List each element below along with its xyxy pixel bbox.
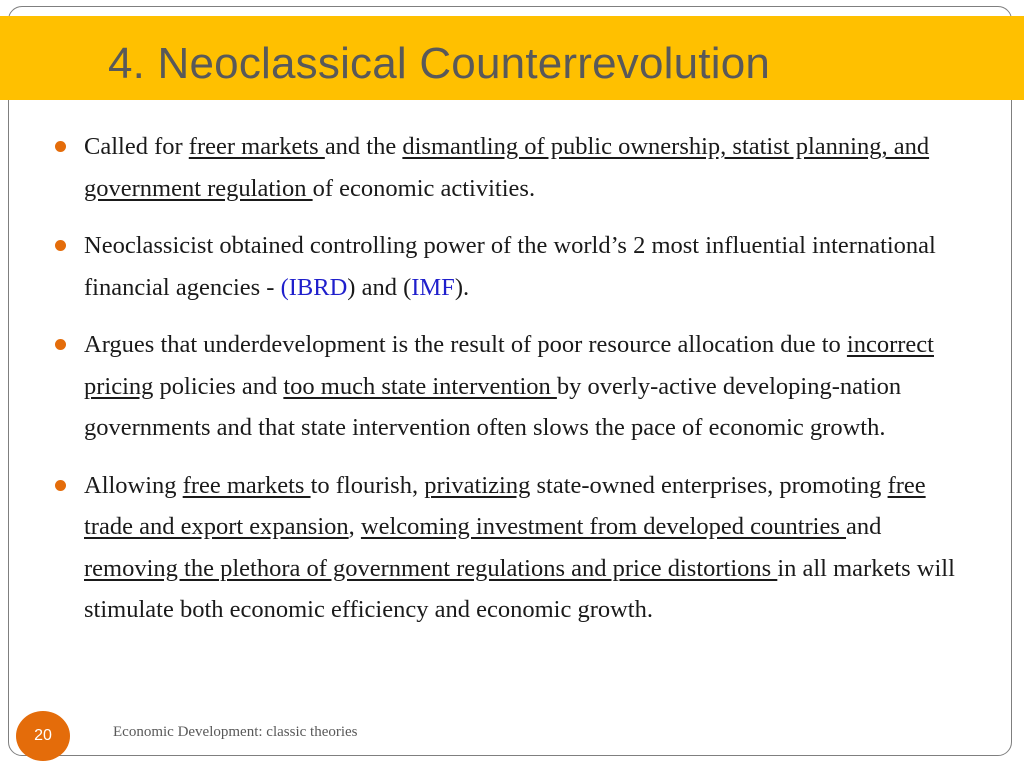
bullet-text: Allowing	[84, 471, 183, 499]
bullet-text: to flourish,	[310, 471, 425, 499]
bullet-text: Argues that underdevelopment is the result of poor resource allocation due to	[84, 331, 847, 358]
bullet-text: of economic activities.	[312, 174, 536, 202]
bullet-text: Neoclassicist obtained controlling power of the world’s 2 most influential international financial agencies -	[84, 232, 936, 301]
bullet-text: Called for	[84, 133, 189, 160]
bullet-dot-icon	[55, 141, 66, 152]
underlined-text: dismantling of public ownership, statist planning, and government regulation	[84, 133, 930, 202]
bullet-text: and	[846, 513, 882, 540]
bullet-dot-icon	[55, 480, 66, 491]
title-bar	[0, 16, 1024, 100]
bullet-item-3	[52, 324, 972, 449]
page-title: 4. Neoclassical Counterrevolution	[108, 39, 771, 88]
underlined-text: too much state intervention	[283, 372, 557, 400]
underlined-text: freer markets	[188, 133, 325, 160]
bullet-text: by overly-active developing-nation governments and that state intervention often slows the pace of economic growth.	[84, 372, 902, 441]
underlined-text: free trade and export expansion	[84, 471, 926, 540]
bullet-dot-icon	[55, 240, 66, 251]
bullet-list	[52, 126, 972, 647]
underlined-text: welcoming investment from developed countries	[360, 513, 847, 540]
imf-text: IMF	[411, 273, 455, 301]
bullet-text: ,	[348, 513, 361, 540]
bullet-text: and the	[324, 133, 403, 160]
bullet-item-2	[52, 225, 972, 308]
bullet-text: ) and (	[347, 273, 412, 301]
underlined-text: removing the plethora of government regulations and price distortions	[84, 554, 778, 582]
underlined-text: incorrect pricing	[84, 331, 934, 400]
bullet-item-1	[52, 126, 972, 209]
bullet-dot-icon	[55, 339, 66, 350]
bullet-item-4	[52, 465, 972, 631]
bullet-text: ).	[454, 273, 470, 301]
underlined-text: privatizing	[424, 471, 531, 499]
ibrd-text: (IBRD	[280, 273, 348, 301]
underlined-text: free markets	[182, 471, 311, 499]
bullet-text: state-owned enterprises, promoting	[530, 471, 888, 499]
bullet-text: in all markets will stimulate both economic efficiency and economic growth.	[84, 554, 955, 623]
bullet-text: policies and	[153, 372, 284, 400]
footer-text: Economic Development: classic theories	[113, 724, 358, 740]
slide-number-badge: 20	[16, 711, 70, 761]
